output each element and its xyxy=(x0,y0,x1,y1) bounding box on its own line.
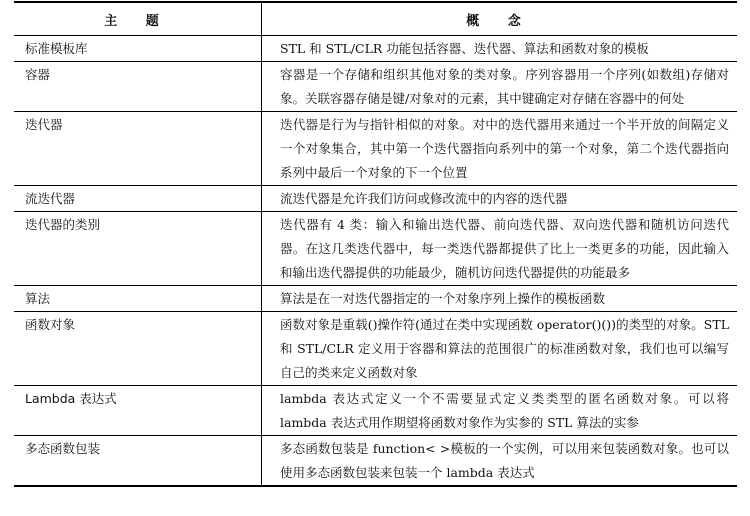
topic-cell: Lambda 表达式 xyxy=(14,386,262,436)
concept-cell: 容器是一个存储和组织其他对象的类对象。序列容器用一个序列(如数组)存储对象。关联容器存储是键/对象对的元素，其中键确定对存储在容器中的何处 xyxy=(262,62,738,112)
table-row xyxy=(14,212,737,286)
topic-cell: 迭代器的类别 xyxy=(14,212,262,286)
table-row xyxy=(14,286,737,312)
table-row xyxy=(14,186,737,212)
summary-table xyxy=(14,1,737,487)
concept-cell: STL 和 STL/CLR 功能包括容器、迭代器、算法和函数对象的模板 xyxy=(262,36,738,62)
concept-cell: 多态函数包装是 function< >模板的一个实例，可以用来包装函数对象。也可以使用多态函数包装来包装一个 lambda 表达式 xyxy=(280,441,729,480)
topic-cell: 流迭代器 xyxy=(14,186,262,212)
concept-cell: 函数对象是重载()操作符(通过在类中实现函数 operator()())的类型的对象。STL 和 STL/CLR 定义用于容器和算法的范围很广的标准函数对象，我们也可以编写自己的类来定义函数对象 xyxy=(262,312,738,386)
table-row xyxy=(14,36,737,62)
table-row xyxy=(14,312,737,386)
table-row xyxy=(14,386,737,436)
table-header-row xyxy=(14,2,737,36)
concept-cell: 流迭代器是允许我们访问或修改流中的内容的迭代器 xyxy=(262,186,738,212)
table-row xyxy=(14,436,737,487)
topic-cell: 算法 xyxy=(14,286,262,312)
concept-cell: 算法是在一对迭代器指定的一个对象序列上操作的模板函数 xyxy=(262,286,738,312)
concept-cell: 迭代器有 4 类：输入和输出迭代器、前向迭代器、双向迭代器和随机访问迭代器。在这几类迭代器中，每一类迭代器都提供了比上一类更多的功能，因此输入和输出迭代器提供的功能最少，随机访问迭代器提供的功能最多 xyxy=(262,212,738,286)
column-header-topic: 主 题 xyxy=(14,2,262,36)
topic-cell: 函数对象 xyxy=(14,312,262,386)
table-row xyxy=(14,112,737,186)
topic-cell: 迭代器 xyxy=(14,112,262,186)
topic-cell: 多态函数包装 xyxy=(14,436,262,487)
concept-cell: 迭代器是行为与指针相似的对象。对中的迭代器用来通过一个半开放的间隔定义一个对象集合，其中第一个迭代器指向系列中的第一个对象，第二个迭代器指向系列中最后一个对象的下一个位置 xyxy=(262,112,738,186)
table-row xyxy=(14,62,737,112)
topic-cell: 标准模板库 xyxy=(14,36,262,62)
column-header-concept: 概 念 xyxy=(262,2,738,36)
concept-cell: lambda 表达式定义一个不需要显式定义类类型的匿名函数对象。可以将 lambda 表达式用作期望将函数对象作为实参的 STL 算法的实参 xyxy=(262,386,738,436)
topic-cell: 容器 xyxy=(14,62,262,112)
